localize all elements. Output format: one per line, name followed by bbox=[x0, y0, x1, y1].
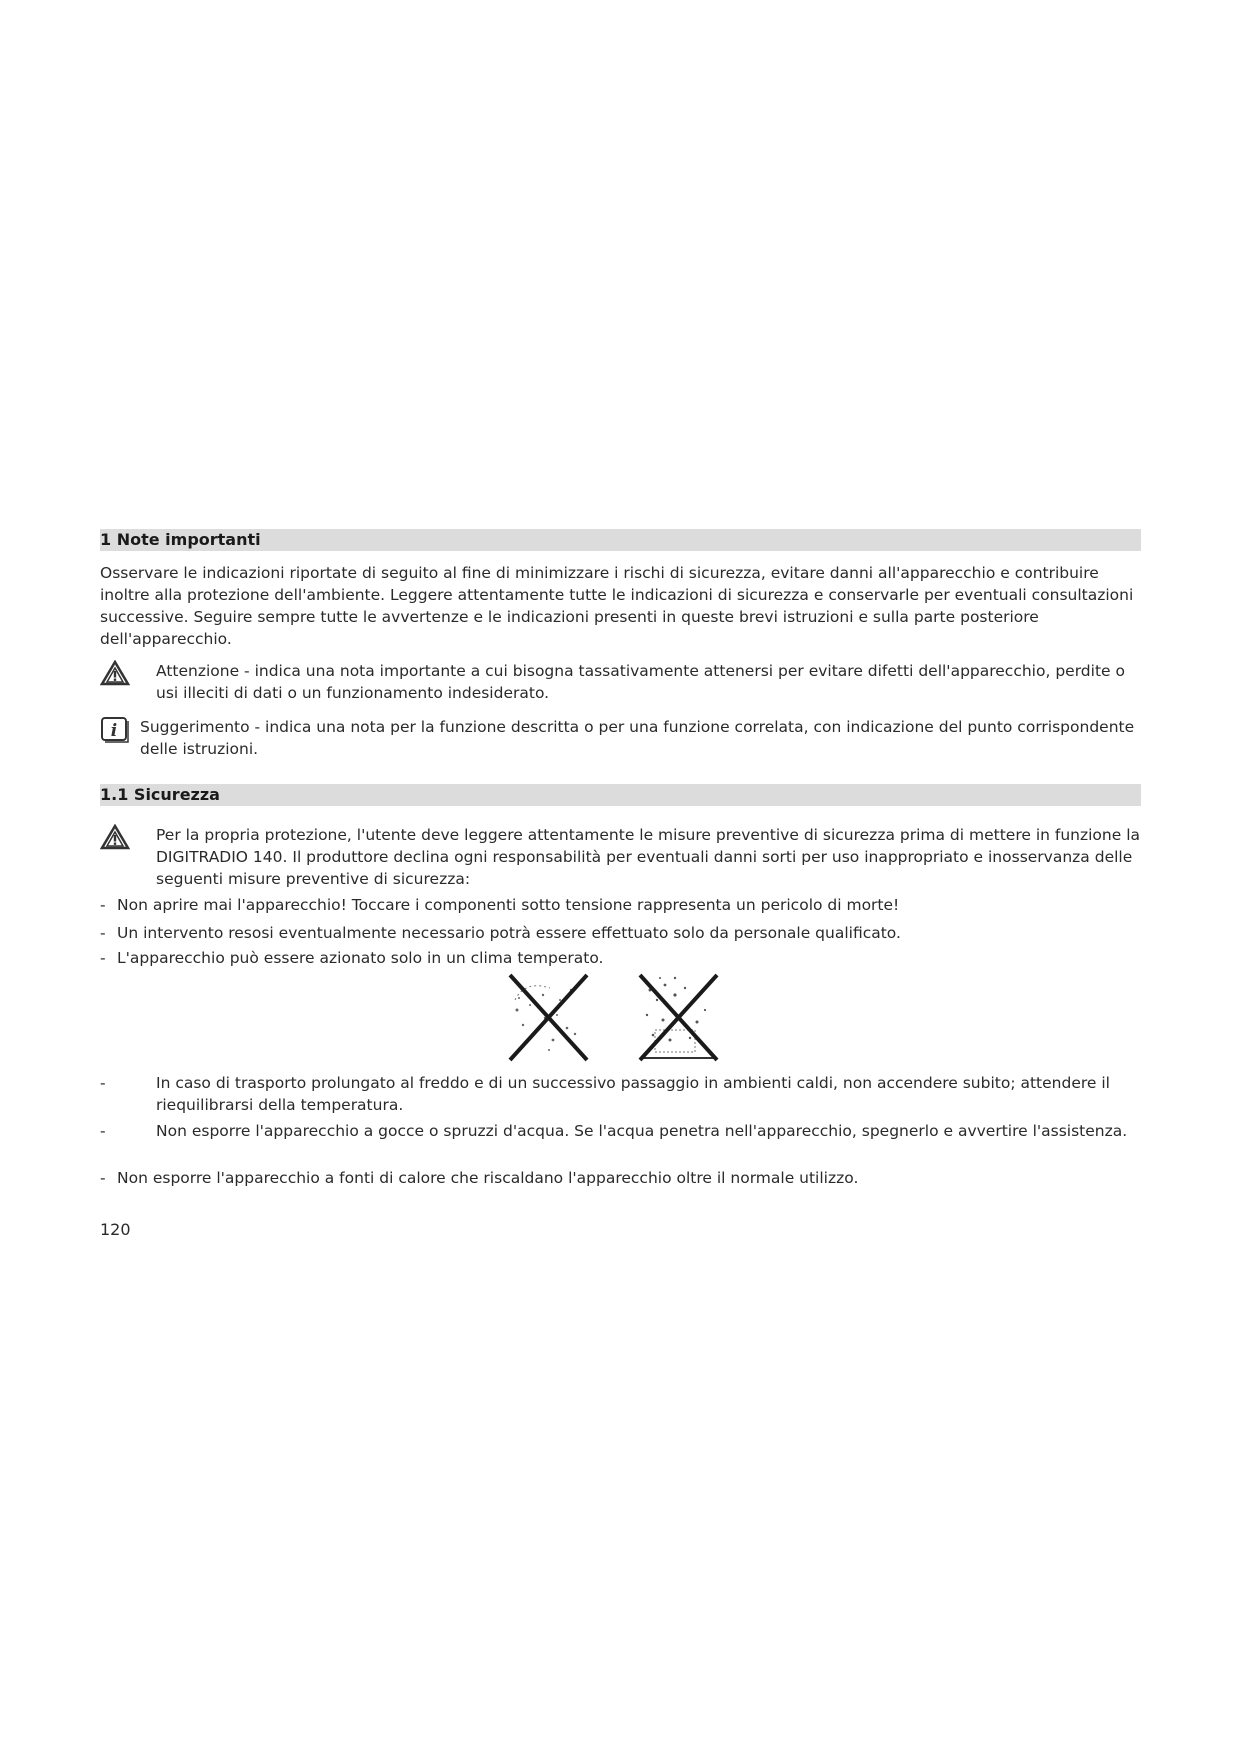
safety-warning-text: Per la propria protezione, l'utente deve leggere attentamente le misure preventive di sicurezza prima di mettere in funzione la DIGITRADIO 140. Il produttore declina ogni responsabilità per eventuali danni sorti per uso inappropriato e inosservanza delle seguenti misure preventive di sicurezza: bbox=[156, 826, 1140, 888]
page-number: 120 bbox=[100, 1220, 131, 1239]
no-water-splash-icon bbox=[640, 975, 717, 1060]
warning-note bbox=[100, 660, 1141, 704]
warning-triangle-icon bbox=[100, 824, 130, 856]
tip-note-text: Suggerimento - indica una nota per la funzione descritta o per una funzione correlata, con indicazione del punto corrispondente delle istruzioni. bbox=[140, 718, 1135, 758]
section-heading-sicurezza bbox=[100, 784, 1141, 806]
bullet-text: Non esporre l'apparecchio a fonti di calore che riscaldano l'apparecchio oltre il normale utilizzo. bbox=[117, 1169, 859, 1187]
info-icon bbox=[100, 716, 130, 750]
intro-paragraph: Osservare le indicazioni riportate di seguito al fine di minimizzare i rischi di sicurezza, evitare danni all'apparecchio e contribuire inoltre alla protezione dell'ambiente. Leggere attentamente tutte le indicazioni di sicurezza e conservarle per eventuali consultazioni successive. Seguire sempre tutte le avvertenze e le indicazioni presenti in queste brevi istruzioni e sulla parte posteriore dell'apparecchio. bbox=[100, 564, 1134, 648]
section-title: 1.1 Sicurezza bbox=[100, 785, 220, 804]
tip-note bbox=[100, 716, 1141, 760]
safety-warning-note bbox=[100, 824, 1141, 890]
bullet-dash: - bbox=[100, 949, 106, 967]
svg-text:i: i bbox=[110, 721, 118, 741]
bullet-dash: - bbox=[100, 1122, 106, 1140]
bullet-text: In caso di trasporto prolungato al freddo e di un successivo passaggio in ambienti caldi, non accendere subito; attendere il riequilibrarsi della temperatura. bbox=[156, 1074, 1110, 1114]
climate-figures bbox=[505, 970, 725, 1070]
bullet-text: Non aprire mai l'apparecchio! Toccare i componenti sotto tensione rappresenta un pericolo di morte! bbox=[117, 896, 900, 914]
bullet-dash: - bbox=[100, 1169, 106, 1187]
bullet-dash: - bbox=[100, 896, 106, 914]
bullet-dash: - bbox=[100, 1074, 106, 1092]
no-cold-climate-icon bbox=[510, 975, 587, 1060]
section-heading-note-importanti bbox=[100, 529, 1141, 551]
bullet-text: L'apparecchio può essere azionato solo in un clima temperato. bbox=[117, 949, 604, 967]
warning-triangle-icon bbox=[100, 660, 130, 692]
warning-note-text: Attenzione - indica una nota importante a cui bisogna tassativamente attenersi per evitare difetti dell'apparecchio, perdite o usi illeciti di dati o un funzionamento indesiderato. bbox=[156, 662, 1125, 702]
bullet-text: Un intervento resosi eventualmente necessario potrà essere effettuato solo da personale qualificato. bbox=[117, 924, 901, 942]
section-title: 1 Note importanti bbox=[100, 530, 261, 549]
bullet-text: Non esporre l'apparecchio a gocce o spruzzi d'acqua. Se l'acqua penetra nell'apparecchio, spegnerlo e avvertire l'assistenza. bbox=[156, 1122, 1128, 1140]
bullet-dash: - bbox=[100, 924, 106, 942]
